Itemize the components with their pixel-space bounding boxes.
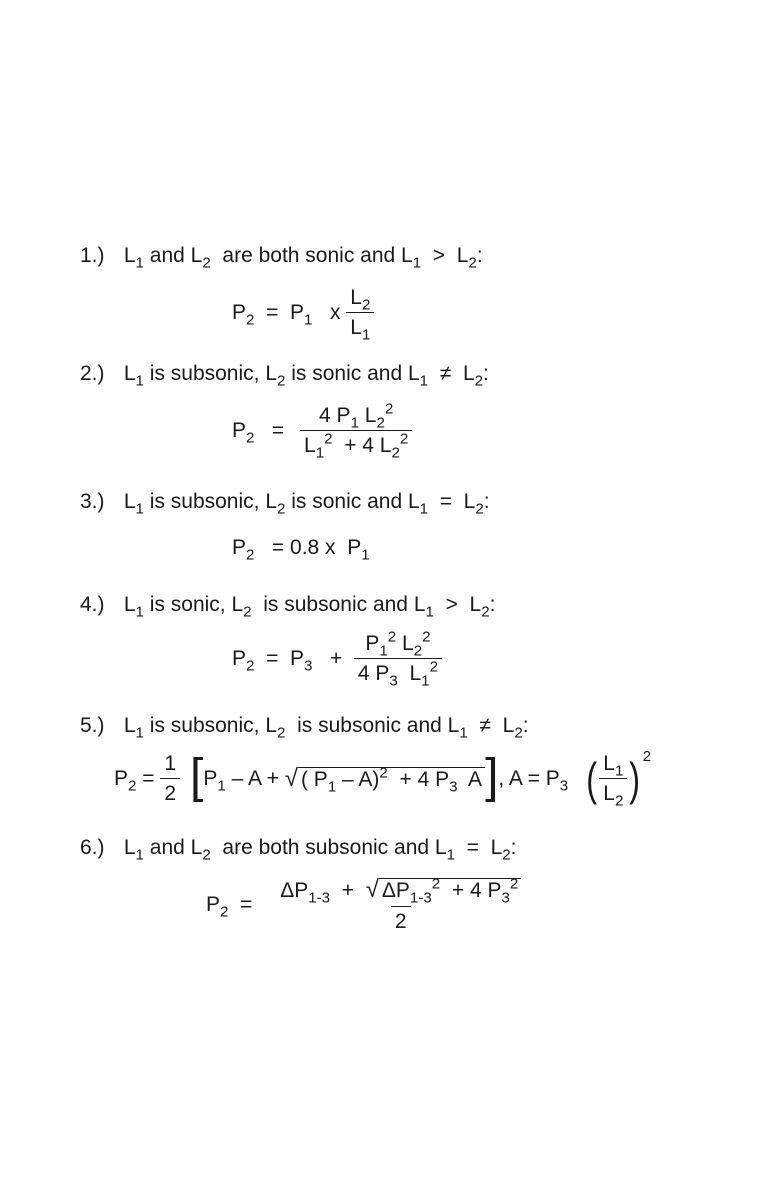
denominator: 2 (391, 906, 411, 934)
item-number: 6.) (80, 836, 105, 859)
denominator: $L_1^2 + 4$ $L_2^2$ (300, 430, 412, 458)
close-paren: ) (629, 753, 641, 805)
formula-3 (232, 536, 370, 564)
condition-text: $L_1$ is subsonic, $L_2$ is sonic and $L_1 \ne L_2$: (123, 362, 489, 390)
fraction (300, 400, 412, 462)
formula-lhs: $P_2 = 0.8$ x $P_1$ (232, 536, 370, 564)
condition-text: $L_1$ and $L_2$ are both sonic and $L_1 > L_2$: (123, 244, 483, 272)
exponent: 2 (642, 748, 652, 765)
open-paren: ( (586, 753, 597, 805)
formula-lhs: $P_2 = P_3$ + (232, 647, 354, 675)
formula-lhs: $P_2$ = (114, 767, 161, 795)
condition-4 (80, 593, 496, 621)
numerator: 4 $P_1$ $L_2^2$ (319, 400, 394, 432)
denominator: 4 $P_3$ $L_1^2$ (354, 658, 442, 686)
numerator: $P_1^2$ $L_2^2$ (365, 628, 431, 660)
denominator: $L_2$ (599, 778, 627, 806)
numerator: 1 (164, 752, 177, 775)
item-number: 1.) (80, 244, 105, 267)
fraction (276, 876, 525, 934)
square-root (284, 764, 485, 796)
numerator: $L_2$ (350, 286, 371, 314)
condition-2 (80, 362, 489, 390)
formula-lhs: $P_2$ = (232, 419, 291, 447)
a-definition: , $A = P_3$ (498, 767, 569, 795)
fraction (354, 628, 442, 690)
formula-5 (114, 748, 652, 810)
condition-text: $L_1$ is subsonic, $L_2$ is subsonic and $L_1 \ne L_2$: (123, 714, 529, 742)
formula-2 (232, 400, 412, 462)
radicand: $\Delta P_{1-3}^2 + 4$ $P_3^2$ (379, 878, 521, 904)
formula-lhs: $P_2$ = (206, 893, 259, 921)
formula-4 (232, 628, 442, 690)
numerator (276, 876, 525, 906)
close-bracket: ] (485, 750, 499, 803)
condition-text: $L_1$ and $L_2$ are both subsonic and $L_1 = L_2$: (123, 836, 517, 864)
radical-sign: √ (284, 765, 298, 792)
condition-3 (80, 490, 490, 518)
radicand: ( $P_1 - A)^2 + 4$ $P_3$ A (298, 767, 485, 793)
radical-sign: √ (365, 876, 379, 903)
denominator: $L_1$ (346, 312, 374, 340)
open-bracket: [ (190, 750, 204, 803)
ratio-fraction (599, 752, 627, 810)
bracket-prefix: $P_1$ – A + (203, 767, 285, 795)
numerator: $L_1$ (603, 752, 624, 780)
condition-6 (80, 836, 517, 864)
condition-text: $L_1$ is sonic, $L_2$ is subsonic and $L_1 > L_2$: (123, 593, 496, 621)
item-number: 4.) (80, 593, 105, 616)
item-number: 3.) (80, 490, 105, 513)
item-number: 2.) (80, 362, 105, 385)
denominator: 2 (160, 778, 180, 806)
half-fraction (160, 752, 180, 806)
formula-lhs: $P_2 = P_1$ x (232, 301, 347, 329)
square-root (365, 875, 522, 907)
condition-text: $L_1$ is subsonic, $L_2$ is sonic and $L_1 = L_2$: (123, 490, 490, 518)
numerator-prefix: $\Delta P_{1-3}$ + (280, 879, 366, 907)
fraction (346, 286, 374, 344)
condition-5 (80, 714, 529, 742)
formula-6 (206, 876, 525, 934)
item-number: 5.) (80, 714, 105, 737)
formula-1 (232, 286, 374, 344)
condition-1 (80, 244, 483, 272)
